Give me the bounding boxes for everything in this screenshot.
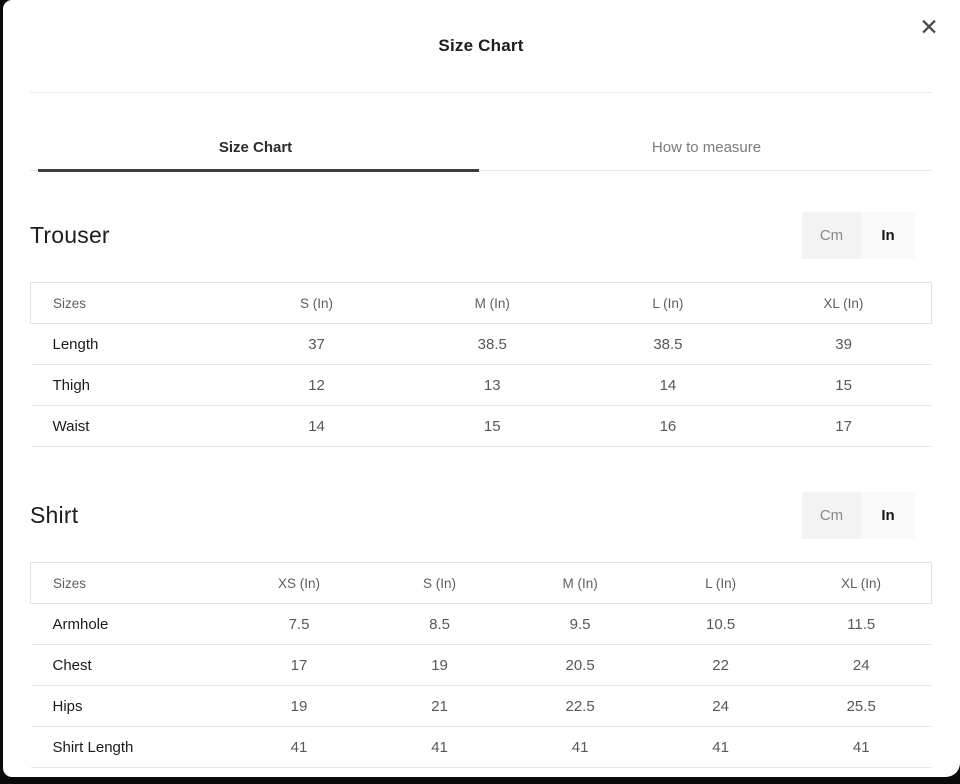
value-cell: 41 [369,727,510,768]
row-label-cell: Hips [31,686,229,727]
value-cell: 22 [650,645,791,686]
value-cell: 24 [650,686,791,727]
row-label-cell: Thigh [31,365,229,406]
column-header: XS (In) [229,563,370,604]
trouser-unit-toggle [802,212,915,259]
table-row [31,324,932,365]
column-header: M (In) [510,563,651,604]
column-header: S (In) [229,283,405,324]
table-row [31,365,932,406]
size-chart-modal [3,0,960,777]
value-cell: 20.5 [510,645,651,686]
trouser-heading: Trouser [30,222,110,248]
shirt-unit-toggle [802,492,915,539]
value-cell: 14 [229,406,405,447]
value-cell: 38.5 [404,324,580,365]
shirt-section-header [30,492,932,539]
row-label-cell: Length [31,324,229,365]
value-cell: 38.5 [580,324,756,365]
close-icon[interactable]: ✕ [914,13,944,43]
value-cell: 11.5 [791,604,932,645]
table-row [31,645,932,686]
table-row [31,727,932,768]
value-cell: 22.5 [510,686,651,727]
value-cell: 25.5 [791,686,932,727]
column-header: Sizes [31,563,229,604]
page-title: Size Chart [438,36,524,55]
value-cell: 19 [369,645,510,686]
value-cell: 15 [756,365,932,406]
value-cell: 19 [229,686,370,727]
shirt-size-table [30,562,932,768]
modal-header [30,0,932,93]
value-cell: 15 [404,406,580,447]
value-cell: 17 [756,406,932,447]
value-cell: 14 [580,365,756,406]
value-cell: 12 [229,365,405,406]
table-header-row [31,563,932,604]
value-cell: 21 [369,686,510,727]
value-cell: 41 [510,727,651,768]
row-label-cell: Waist [31,406,229,447]
in-toggle-button[interactable]: In [861,492,915,539]
trouser-section-header [30,212,932,259]
column-header: Sizes [31,283,229,324]
value-cell: 8.5 [369,604,510,645]
tab-size-chart[interactable]: Size Chart [30,139,481,170]
value-cell: 41 [229,727,370,768]
table-header-row [31,283,932,324]
value-cell: 39 [756,324,932,365]
cm-toggle-button[interactable]: Cm [802,212,861,259]
tab-how-to-measure[interactable]: How to measure [651,139,762,156]
row-label-cell: Armhole [31,604,229,645]
table-row [31,406,932,447]
trouser-size-table [30,282,932,447]
in-toggle-button[interactable]: In [861,212,915,259]
value-cell: 17 [229,645,370,686]
column-header: S (In) [369,563,510,604]
column-header: L (In) [650,563,791,604]
column-header: XL (In) [756,283,932,324]
column-header: XL (In) [791,563,932,604]
value-cell: 41 [791,727,932,768]
value-cell: 13 [404,365,580,406]
table-row [31,604,932,645]
column-header: L (In) [580,283,756,324]
tab-bar [30,93,932,171]
value-cell: 16 [580,406,756,447]
value-cell: 37 [229,324,405,365]
column-header: M (In) [404,283,580,324]
value-cell: 9.5 [510,604,651,645]
value-cell: 41 [650,727,791,768]
value-cell: 24 [791,645,932,686]
row-label-cell: Chest [31,645,229,686]
table-row [31,686,932,727]
row-label-cell: Shirt Length [31,727,229,768]
shirt-heading: Shirt [30,502,79,528]
value-cell: 10.5 [650,604,791,645]
cm-toggle-button[interactable]: Cm [802,492,861,539]
value-cell: 7.5 [229,604,370,645]
